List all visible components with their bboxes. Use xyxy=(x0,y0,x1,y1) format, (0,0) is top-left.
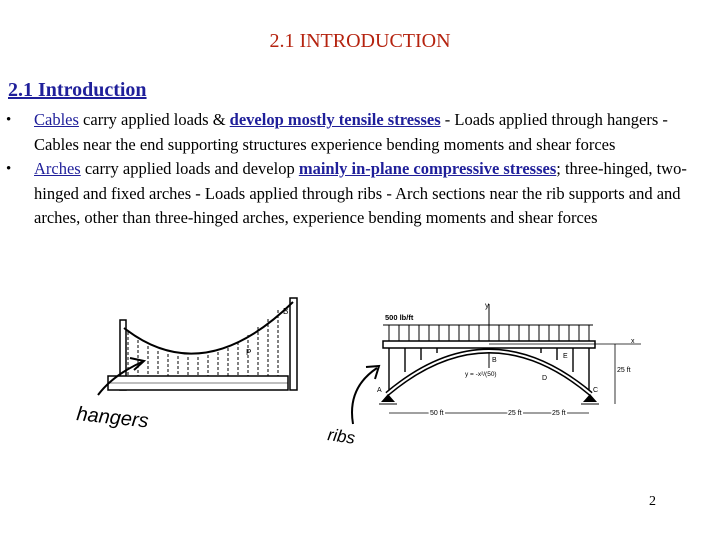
emphasis-tensile: develop mostly tensile stresses xyxy=(229,110,441,129)
text-cables-2: - Loads applied through hangers - Cables near the end supporting structures experience bending moments and shear forces xyxy=(34,110,668,154)
point-label: P xyxy=(246,348,252,357)
arch-figure xyxy=(325,298,655,448)
emphasis-compressive: mainly in-plane compressive stresses xyxy=(298,159,557,178)
bullet-dot-icon: • xyxy=(6,112,12,128)
ribs-label: ribs xyxy=(326,425,357,448)
dim-height-label: 25 ft xyxy=(617,367,631,374)
support-c-icon xyxy=(583,394,597,402)
hanger-lines xyxy=(128,310,278,376)
dim-left-label: 50 ft xyxy=(430,410,444,417)
bullet-dot-icon: • xyxy=(6,161,12,177)
slide-title: 2.1 INTRODUCTION xyxy=(269,30,451,52)
section-heading: 2.1 Introduction xyxy=(8,79,147,101)
text-arches-2: ; three-hinged, two-hinged and fixed arches - Loads applied through ribs - Arch sections near the rib supports and and arches, other than three-hinged arches, experience bending moments and shear forces xyxy=(34,159,687,227)
point-b-label: B xyxy=(492,357,497,364)
right-tower xyxy=(290,298,297,390)
equation-label: y = -x²/(50) xyxy=(465,371,497,378)
text-arches-1: carry applied loads and develop xyxy=(80,159,299,178)
point-e-label: E xyxy=(563,353,568,360)
cable-figure xyxy=(68,290,313,450)
point-c-label: C xyxy=(593,387,599,394)
y-axis-label: y xyxy=(485,301,489,310)
bullet-arches xyxy=(8,157,708,231)
ribs-arrow-icon xyxy=(352,368,377,424)
page-number: 2 xyxy=(649,494,656,509)
dim-mid-label: 25 ft xyxy=(508,410,522,417)
dim-right-label: 25 ft xyxy=(552,410,566,417)
x-axis-label: x xyxy=(631,338,635,345)
point-d-label: D xyxy=(542,375,548,382)
text-cables-1: carry applied loads & xyxy=(78,110,230,129)
term-cables: Cables xyxy=(34,110,79,129)
bullet-cables xyxy=(8,108,708,157)
bullet-list xyxy=(8,108,708,231)
point-a-label: A xyxy=(377,387,382,394)
load-label: 500 lb/ft xyxy=(385,313,414,322)
hangers-label: hangers xyxy=(75,403,150,433)
arch-deck xyxy=(383,341,595,348)
term-arches: Arches xyxy=(34,159,81,178)
support-label: B xyxy=(283,307,289,316)
support-a-icon xyxy=(381,394,395,402)
